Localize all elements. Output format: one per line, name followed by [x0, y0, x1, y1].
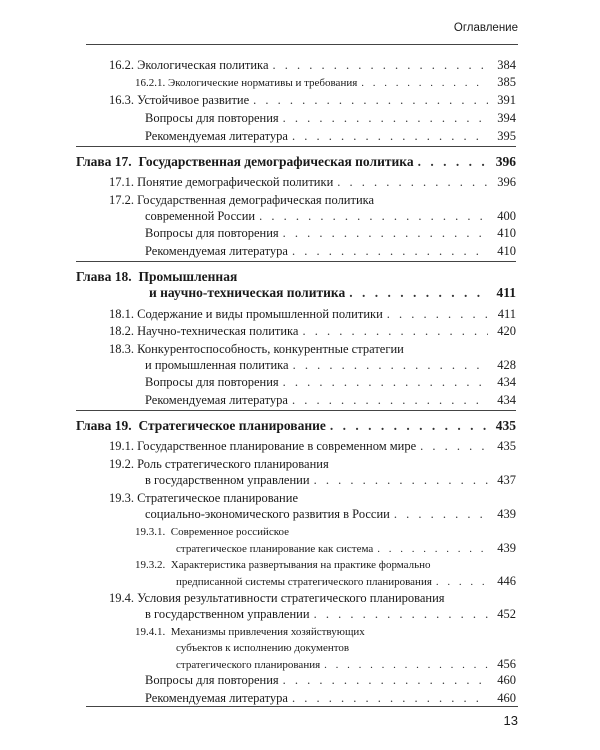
toc-entry[interactable]: 19.3.2. Характеристика развертывания на практике формально предписанной системы стратегического планирования . . . 446 [76, 557, 516, 590]
toc-entry[interactable]: 18.3. Конкурентоспособность, конкурентные стратегии и промышленная политика . . . 428 [76, 341, 516, 373]
toc-entry[interactable]: 18.1. Содержание и виды промышленной политики . . . 411 [76, 306, 516, 322]
toc-entry[interactable]: Вопросы для повторения . . . 434 [76, 374, 516, 390]
toc-entry[interactable]: Рекомендуемая литература . . . 460 [76, 690, 516, 706]
toc-entry[interactable]: 19.3. Стратегическое планирование социально-экономического развития в России . . . 439 [76, 490, 516, 522]
toc-entry[interactable]: 16.3. Устойчивое развитие . . . 391 [76, 92, 516, 108]
toc-entry[interactable]: 16.2. Экологическая политика . . . 384 [76, 57, 516, 73]
toc-entry[interactable]: Рекомендуемая литература . . . 395 [76, 128, 516, 144]
toc-entry[interactable]: 19.3.1. Современное российское стратегическое планирование как система . . . 439 [76, 524, 516, 557]
toc-chapter[interactable]: Глава 19. Стратегическое планирование . . . 435 [76, 410, 516, 434]
toc-chapter[interactable]: Глава 18. Промышленная и научно-техническая политика . . . 411 [76, 261, 516, 301]
running-header [86, 22, 518, 45]
toc-entry[interactable]: 19.2. Роль стратегического планирования в государственном управлении . . . 437 [76, 456, 516, 488]
toc-entry[interactable]: 17.2. Государственная демографическая политика современной России . . . 400 [76, 192, 516, 224]
page-number: 13 [503, 713, 518, 728]
toc-entry[interactable]: 16.2.1. Экологические нормативы и требования . . . 385 [76, 74, 516, 91]
toc-entry[interactable]: Вопросы для повторения . . . 460 [76, 672, 516, 688]
toc-entry[interactable]: 17.1. Понятие демографической политики . . . 396 [76, 174, 516, 190]
footer-rule [86, 706, 518, 707]
toc-entry[interactable]: Рекомендуемая литература . . . 434 [76, 392, 516, 408]
toc-chapter[interactable]: Глава 17. Государственная демографическая политика . . . 396 [76, 146, 516, 170]
toc-entry[interactable]: 19.4.1. Механизмы привлечения хозяйствующих субъектов к исполнению документов стратегического планирования . . . 456 [76, 624, 516, 673]
toc-entry[interactable]: 18.2. Научно-техническая политика . . . 420 [76, 323, 516, 339]
toc-entry[interactable]: Вопросы для повторения . . . 410 [76, 225, 516, 241]
toc-entry[interactable]: Вопросы для повторения . . . 394 [76, 110, 516, 126]
toc-entry[interactable]: 19.1. Государственное планирование в современном мире . . . 435 [76, 438, 516, 454]
toc-entry[interactable]: Рекомендуемая литература . . . 410 [76, 243, 516, 259]
header-title: Оглавление [453, 22, 518, 34]
toc-entry[interactable]: 19.4. Условия результативности стратегического планирования в государственном управлении . . . 452 [76, 590, 516, 622]
